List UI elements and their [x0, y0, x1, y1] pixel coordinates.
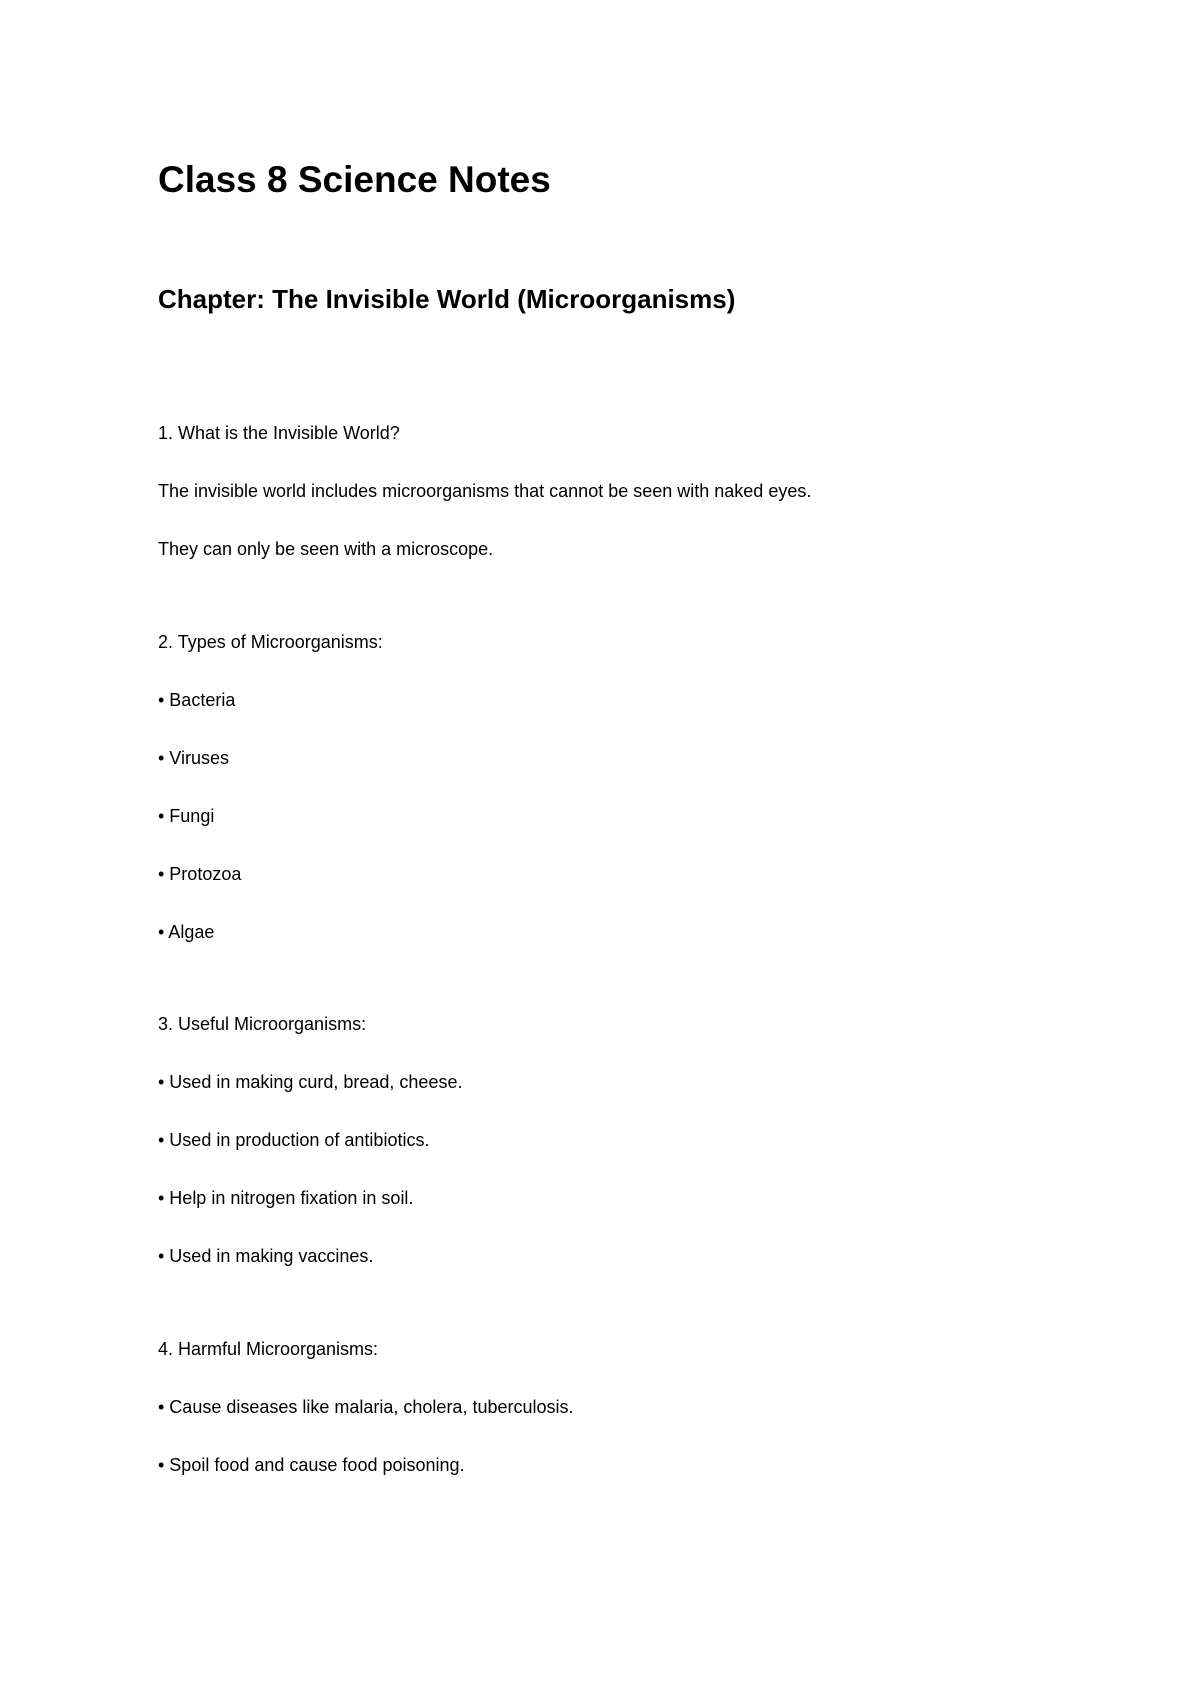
page-title: Class 8 Science Notes: [158, 159, 551, 200]
list-item: • Spoil food and cause food poisoning.: [158, 1455, 465, 1475]
list-item-viruses: • Viruses: [158, 748, 229, 768]
section-3-heading: 3. Useful Microorganisms:: [158, 1014, 367, 1034]
section-1-line-1: The invisible world includes microorganisms that cannot be seen with naked eyes.: [158, 481, 812, 501]
list-item-algae: • Algae: [158, 922, 215, 942]
list-item-bacteria: • Bacteria: [158, 690, 236, 710]
section-1-heading: 1. What is the Invisible World?: [158, 423, 400, 443]
list-item: • Used in production of antibiotics.: [158, 1130, 430, 1150]
list-item: • Used in making curd, bread, cheese.: [158, 1072, 463, 1092]
list-item: • Help in nitrogen fixation in soil.: [158, 1188, 414, 1208]
section-1-line-2: They can only be seen with a microscope.: [158, 539, 494, 559]
section-2-heading: 2. Types of Microorganisms:: [158, 632, 383, 652]
list-item: • Cause diseases like malaria, cholera, tuberculosis.: [158, 1397, 574, 1417]
chapter-heading: Chapter: The Invisible World (Microorganisms): [158, 284, 736, 314]
list-item: • Used in making vaccines.: [158, 1246, 374, 1266]
list-item-fungi: • Fungi: [158, 806, 215, 826]
section-4-heading: 4. Harmful Microorganisms:: [158, 1339, 379, 1359]
list-item-protozoa: • Protozoa: [158, 864, 242, 884]
